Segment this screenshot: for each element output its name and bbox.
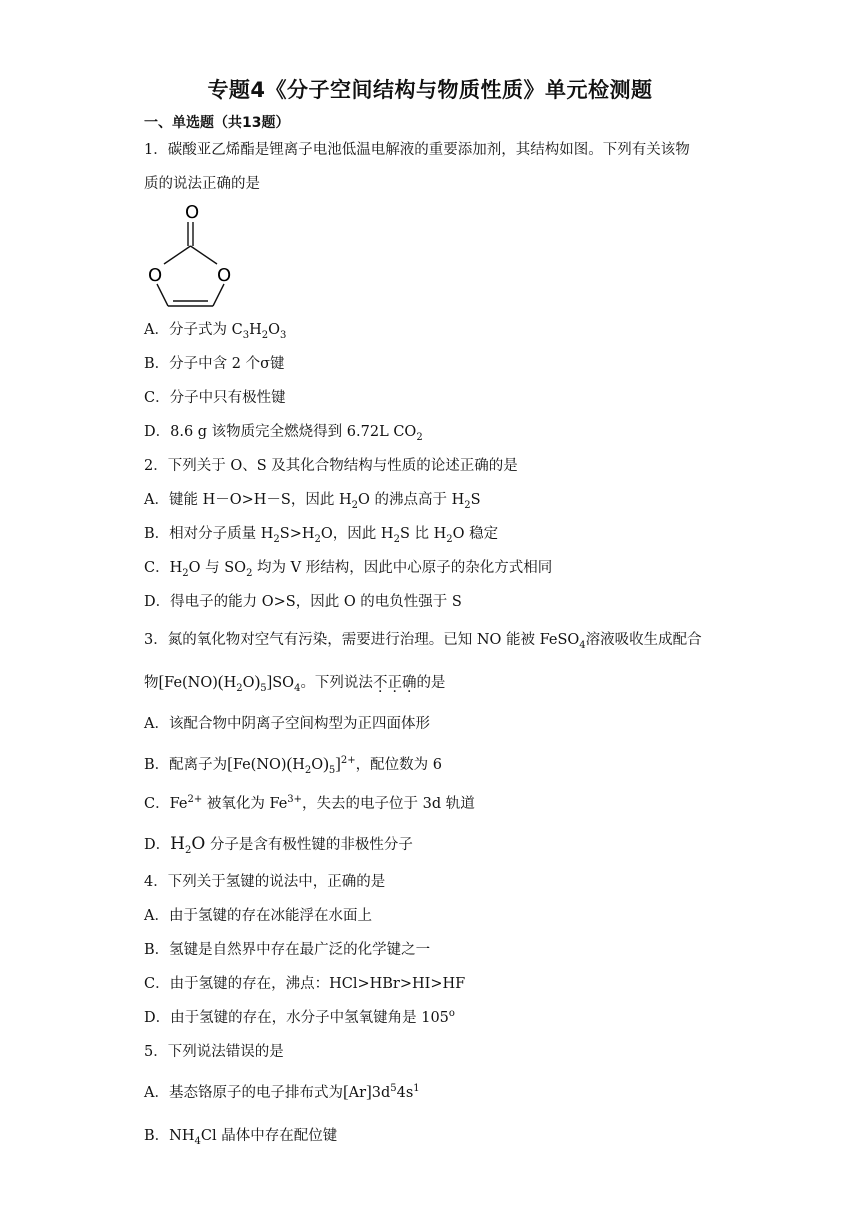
q2-option-a: A．键能 H－O>H－S，因此 $H_2O$ 的沸点高于 $H_2S$ [144,492,481,511]
q2-option-d: D．得电子的能力 O>S，因此 O 的电负性强于 S [144,594,462,610]
q4-option-d: D．由于氢键的存在，水分子中氢氧键角是 105$^o$ [144,1008,455,1026]
emphasis-char: 不 [372,675,388,691]
q3-stem-line1: 3．氮的氧化物对空气有污染，需要进行治理。已知 NO 能被 FeSO$_4$溶液吸收生成配合 [144,632,702,651]
atom-o-right: O [217,265,232,286]
q1-option-b: B．分子中含 2 个σ键 [144,356,285,372]
q3-option-a: A．该配合物中阴离子空间构型为正四面体形 [144,716,430,732]
vinylene-carbonate-structure [144,198,244,316]
q1-option-d: D．8.6 g 该物质完全燃烧得到 6.72L $CO_2$ [144,424,423,443]
q2-option-b: B．相对分子质量 $H_2S>H_2O$，因此 $H_2S$ 比 $H_2O$ 稳定 [144,526,499,545]
q4-option-b: B．氢键是自然界中存在最广泛的化学键之一 [144,942,431,958]
q5-stem: 5．下列说法错误的是 [144,1044,284,1060]
q2-stem: 2．下列关于 O、S 及其化合物结构与性质的论述正确的是 [144,458,518,474]
q5-option-b: B．$NH_4Cl$ 晶体中存在配位键 [144,1128,338,1147]
section-heading: 一、单选题（共13题） [144,115,290,131]
q3-option-d: D．$H_2O$ 分子是含有极性键的非极性分子 [144,834,413,856]
atom-o-top: O [185,202,200,223]
q1-stem-line1: 1．碳酸亚乙烯酯是锂离子电池低温电解液的重要添加剂，其结构如图。下列有关该物 [144,142,690,158]
q2-option-c: C．$H_2O$ 与 $SO_2$ 均为 V 形结构，因此中心原子的杂化方式相同 [144,560,553,579]
emphasis-char: 确 [401,675,417,691]
atom-o-left: O [148,265,163,286]
q1-option-c: C．分子中只有极性键 [144,390,286,406]
q4-stem: 4．下列关于氢键的说法中，正确的是 [144,874,386,890]
q1-stem-line2: 质的说法正确的是 [144,176,260,192]
q5-option-a: A．基态铬原子的电子排布式为$[Ar]3d^54s^1$ [144,1082,420,1101]
q3-option-c: C．$Fe^{2+}$ 被氧化为 $Fe^{3+}$，失去的电子位于 3d 轨道 [144,794,475,812]
q4-option-c: C．由于氢键的存在，沸点：HCl>HBr>HI>HF [144,976,466,992]
q4-option-a: A．由于氢键的存在冰能浮在水面上 [144,908,372,924]
emphasis-char: 正 [387,675,402,691]
page-title: 专题4《分子空间结构与物质性质》单元检测题 [207,78,653,102]
q3-option-b: B．配离子为$[Fe(NO)(H_2O)_5]^{2+}$，配位数为 6 [144,754,442,776]
q1-option-a: A．分子式为 $C_3H_2O_3$ [144,322,287,341]
q3-stem-line2: 物$[Fe(NO)(H_2O)_5]SO_4$。下列说法不正确的是 [144,672,446,694]
